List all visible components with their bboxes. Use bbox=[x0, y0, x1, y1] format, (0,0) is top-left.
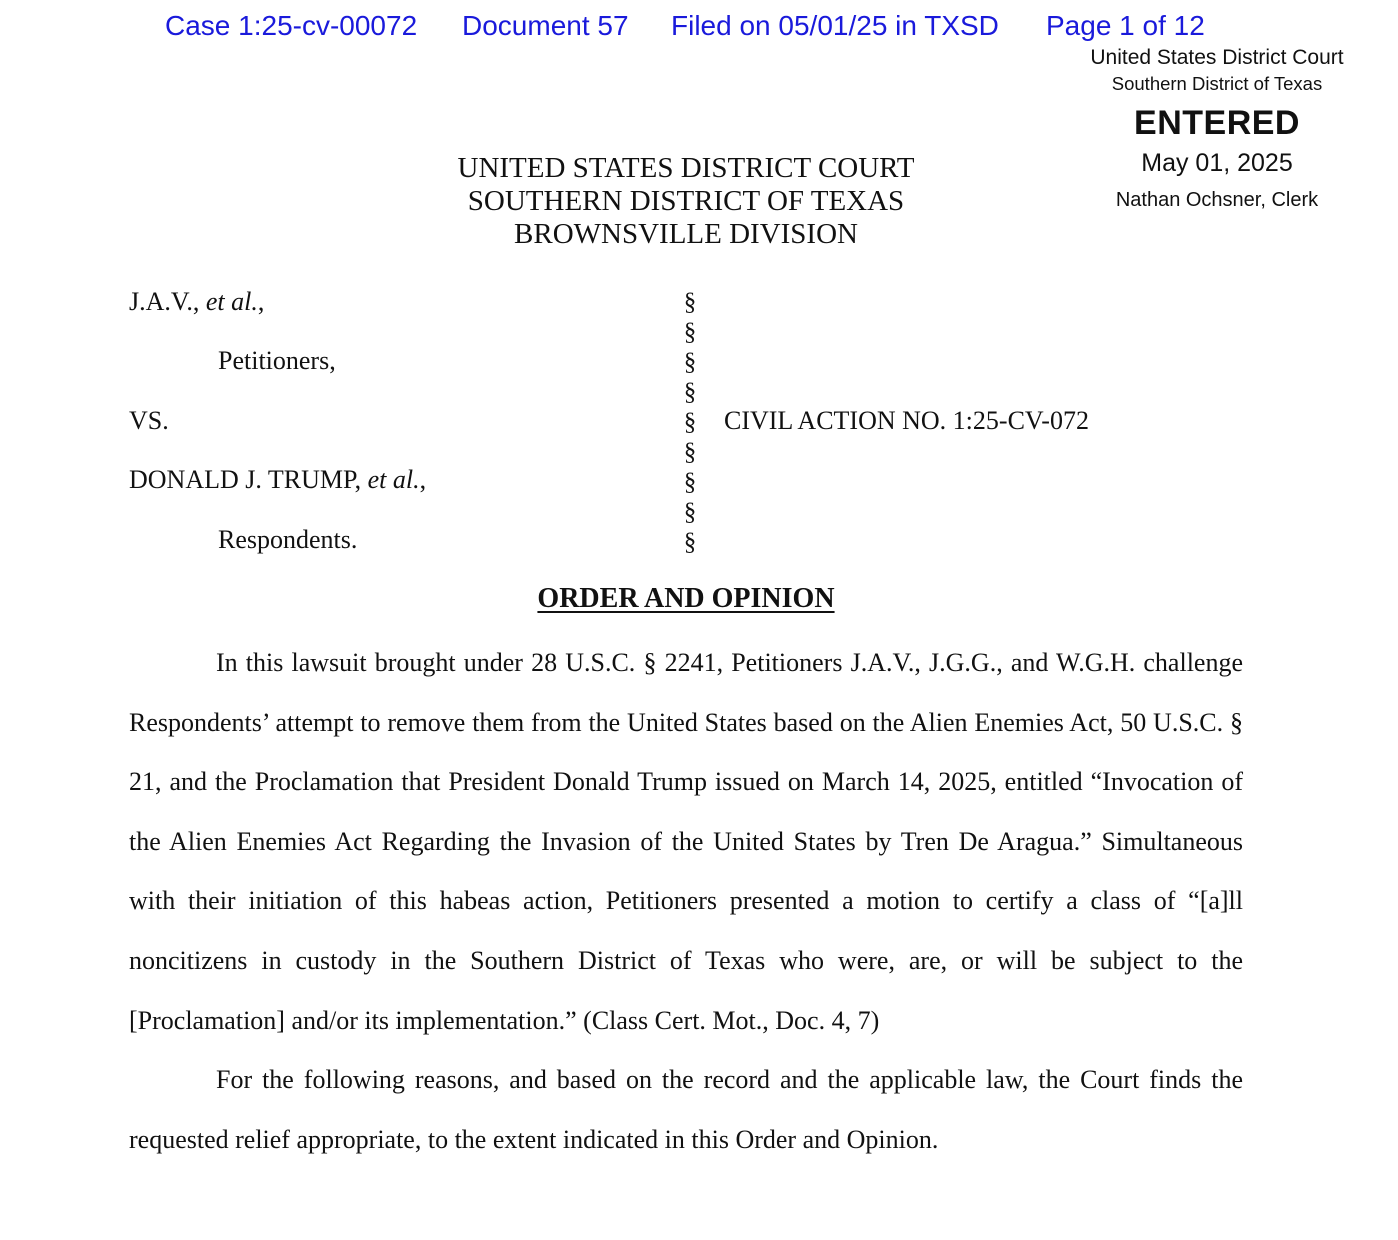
section-mark: § bbox=[683, 499, 697, 526]
opinion-body bbox=[129, 633, 1243, 1169]
defendant-role: Respondents. bbox=[218, 525, 358, 554]
paragraph: In this lawsuit brought under 28 U.S.C. § 2241, Petitioners J.A.V., J.G.G., and W.G.H. challenge Respondents’ attempt to remove them from the United States based on the Alien Enemies Act, 50 U.S.C. § 21, and the Proclamation that President Donald Trump issued on March 14, 2025, entitled “Invocation of the Alien Enemies Act Regarding the Invasion of the United States by Tren De Aragua.” Simultaneous with their initiation of this habeas action, Petitioners presented a motion to certify a class of “[a]ll noncitizens in custody in the Southern District of Texas who were, are, or will be subject to the [Proclamation] and/or its implementation.” (Class Cert. Mot., Doc. 4, 7) bbox=[129, 648, 1243, 1035]
ecf-header bbox=[0, 6, 1398, 46]
plaintiff-name: J.A.V., et al., bbox=[129, 287, 265, 316]
court-title-line: UNITED STATES DISTRICT COURT bbox=[457, 152, 915, 184]
section-mark: § bbox=[683, 289, 697, 316]
section-mark: § bbox=[683, 379, 697, 406]
ecf-document-number: Document 57 bbox=[462, 10, 629, 41]
civil-action-number: CIVIL ACTION NO. 1:25-CV-072 bbox=[724, 406, 1089, 435]
defendant-name: DONALD J. TRUMP, et al., bbox=[129, 465, 427, 494]
section-mark: § bbox=[683, 349, 697, 376]
section-mark: § bbox=[683, 439, 697, 466]
court-title-line: SOUTHERN DISTRICT OF TEXAS bbox=[467, 185, 905, 217]
order-heading: ORDER AND OPINION bbox=[537, 583, 835, 614]
entered-stamp bbox=[1076, 44, 1358, 220]
stamp-district: Southern District of Texas bbox=[1111, 73, 1323, 94]
section-mark: § bbox=[683, 319, 697, 346]
ecf-filed-date: Filed on 05/01/25 in TXSD bbox=[671, 10, 999, 41]
plaintiff-role: Petitioners, bbox=[218, 346, 336, 375]
section-mark: § bbox=[683, 409, 697, 436]
versus-label: VS. bbox=[129, 406, 169, 435]
stamp-status: ENTERED bbox=[1134, 104, 1300, 142]
stamp-date: May 01, 2025 bbox=[1141, 149, 1293, 177]
ecf-case-number: Case 1:25-cv-00072 bbox=[165, 10, 418, 41]
stamp-court: United States District Court bbox=[1090, 46, 1344, 69]
ecf-page-number: Page 1 of 12 bbox=[1046, 10, 1205, 41]
section-mark-column bbox=[678, 288, 702, 558]
court-title-line: BROWNSVILLE DIVISION bbox=[514, 218, 858, 250]
stamp-clerk: Nathan Ochsner, Clerk bbox=[1115, 189, 1319, 211]
paragraph: For the following reasons, and based on the record and the applicable law, the Court finds the requested relief appropriate, to the extent indicated in this Order and Opinion. bbox=[129, 1065, 1243, 1154]
section-mark: § bbox=[683, 469, 697, 496]
court-title bbox=[386, 152, 986, 251]
section-mark: § bbox=[683, 529, 697, 556]
